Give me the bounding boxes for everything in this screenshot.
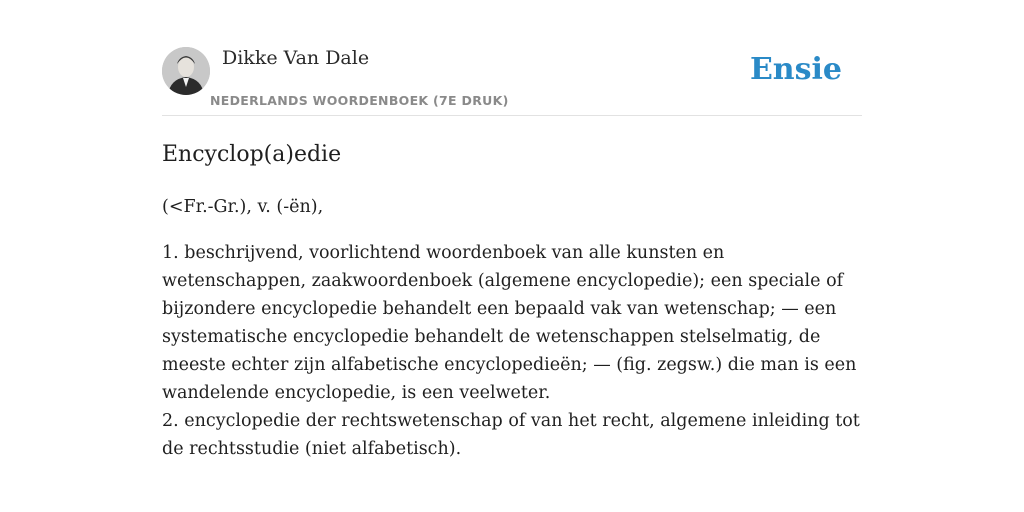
entry-card — [162, 0, 862, 512]
entry-term: Encyclop(a)edie — [162, 142, 342, 167]
entry-definition — [162, 239, 862, 463]
ensie-logo[interactable]: Ensie — [749, 52, 842, 87]
entry-etymology: (<Fr.-Gr.), v. (-ën), — [162, 197, 324, 217]
author-avatar[interactable] — [162, 47, 210, 95]
sense-2: 2. encyclopedie der rechtswetenschap of van het recht, algemene inleiding tot de rechtsstudie (niet alfabetisch). — [162, 411, 860, 459]
author-name[interactable]: Dikke Van Dale — [222, 47, 370, 69]
header — [162, 0, 862, 116]
portrait-icon — [162, 47, 210, 95]
sense-1: 1. beschrijvend, voorlichtend woordenboek van alle kunsten en wetenschappen, zaakwoordenboek (algemene encyclopedie); een speciale of bijzondere encyclopedie behandelt een bepaald vak van wetenschap; — een systematische encyclopedie behandelt de wetenschappen stelselmatig, de meeste echter zijn alfabetische encyclopedieën; — (fig. zegsw.) die man is een wandelende encyclopedie, is een veelweter. — [162, 243, 857, 403]
source-label: NEDERLANDS WOORDENBOEK (7E DRUK) — [210, 93, 509, 108]
